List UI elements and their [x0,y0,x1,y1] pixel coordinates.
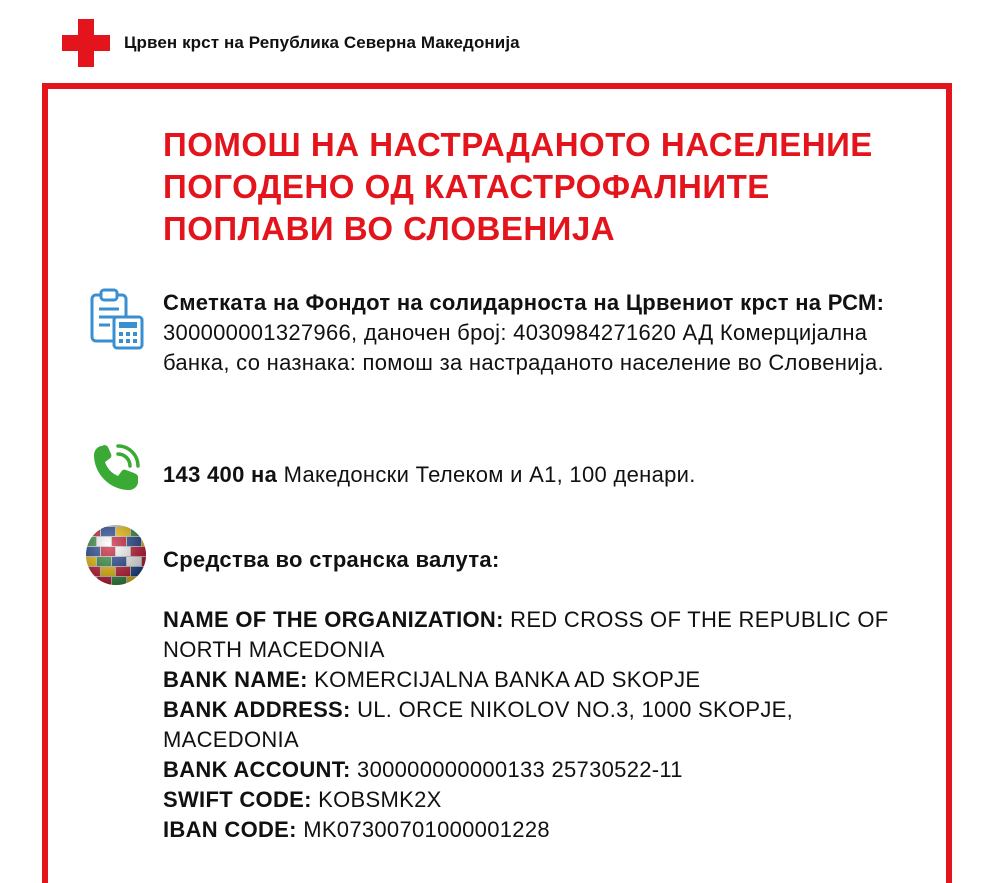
info-label: IBAN CODE: [163,817,297,842]
phone-ringing-icon [88,440,144,496]
page-title [163,124,933,250]
info-row [163,785,923,815]
clipboard-calculator-icon [86,287,148,351]
info-value: KOBSMK2X [311,787,442,812]
info-label: BANK ADDRESS: [163,697,351,722]
phone-section [163,460,923,490]
account-section [163,288,923,378]
title-line: ПОГОДЕНО ОД КАТАСТРОФАЛНИТЕ [163,168,770,205]
title-line: ПОМОШ НА НАСТРАДАНОТО НАСЕЛЕНИЕ [163,126,873,163]
info-row [163,605,923,665]
info-label: NAME OF THE ORGANIZATION: [163,607,504,632]
account-label: Сметката на Фондот на солидарноста на Црвениот крст на РСМ: [163,290,885,315]
info-row [163,755,923,785]
red-cross-icon [62,19,110,67]
title-line: ПОПЛАВИ ВО СЛОВЕНИЈА [163,210,616,247]
info-value: RED CROSS OF THE REPUBLIC OF NORTH MACEDONIA [163,607,889,662]
info-value: KOMERCIJALNA BANKA AD SKOPJE [307,667,701,692]
info-row [163,695,923,755]
info-value: MK07300701000001228 [296,817,550,842]
header [62,18,520,68]
account-text: 300000001327966, даночен број: 4030984271620 АД Комерцијална банка, со назнака: помош за настраданото население во Словенија. [163,320,884,375]
world-flags-globe-icon [84,523,148,587]
phone-text: Македонски Телеком и А1, 100 денари. [277,462,696,487]
foreign-currency-section [163,545,923,845]
info-label: SWIFT CODE: [163,787,312,812]
info-row [163,815,923,845]
info-value: UL. ORCE NIKOLOV NO.3, 1000 SKOPJE, MACEDONIA [163,697,794,752]
info-value: 300000000000133 25730522-11 [350,757,683,782]
foreign-heading: Средства во странска валута: [163,547,500,572]
info-label: BANK NAME: [163,667,308,692]
organization-name: Црвен крст на Република Северна Македонија [124,33,520,52]
info-row [163,665,923,695]
info-label: BANK ACCOUNT: [163,757,351,782]
phone-connector: на [244,462,278,487]
phone-number: 143 400 [163,462,245,487]
